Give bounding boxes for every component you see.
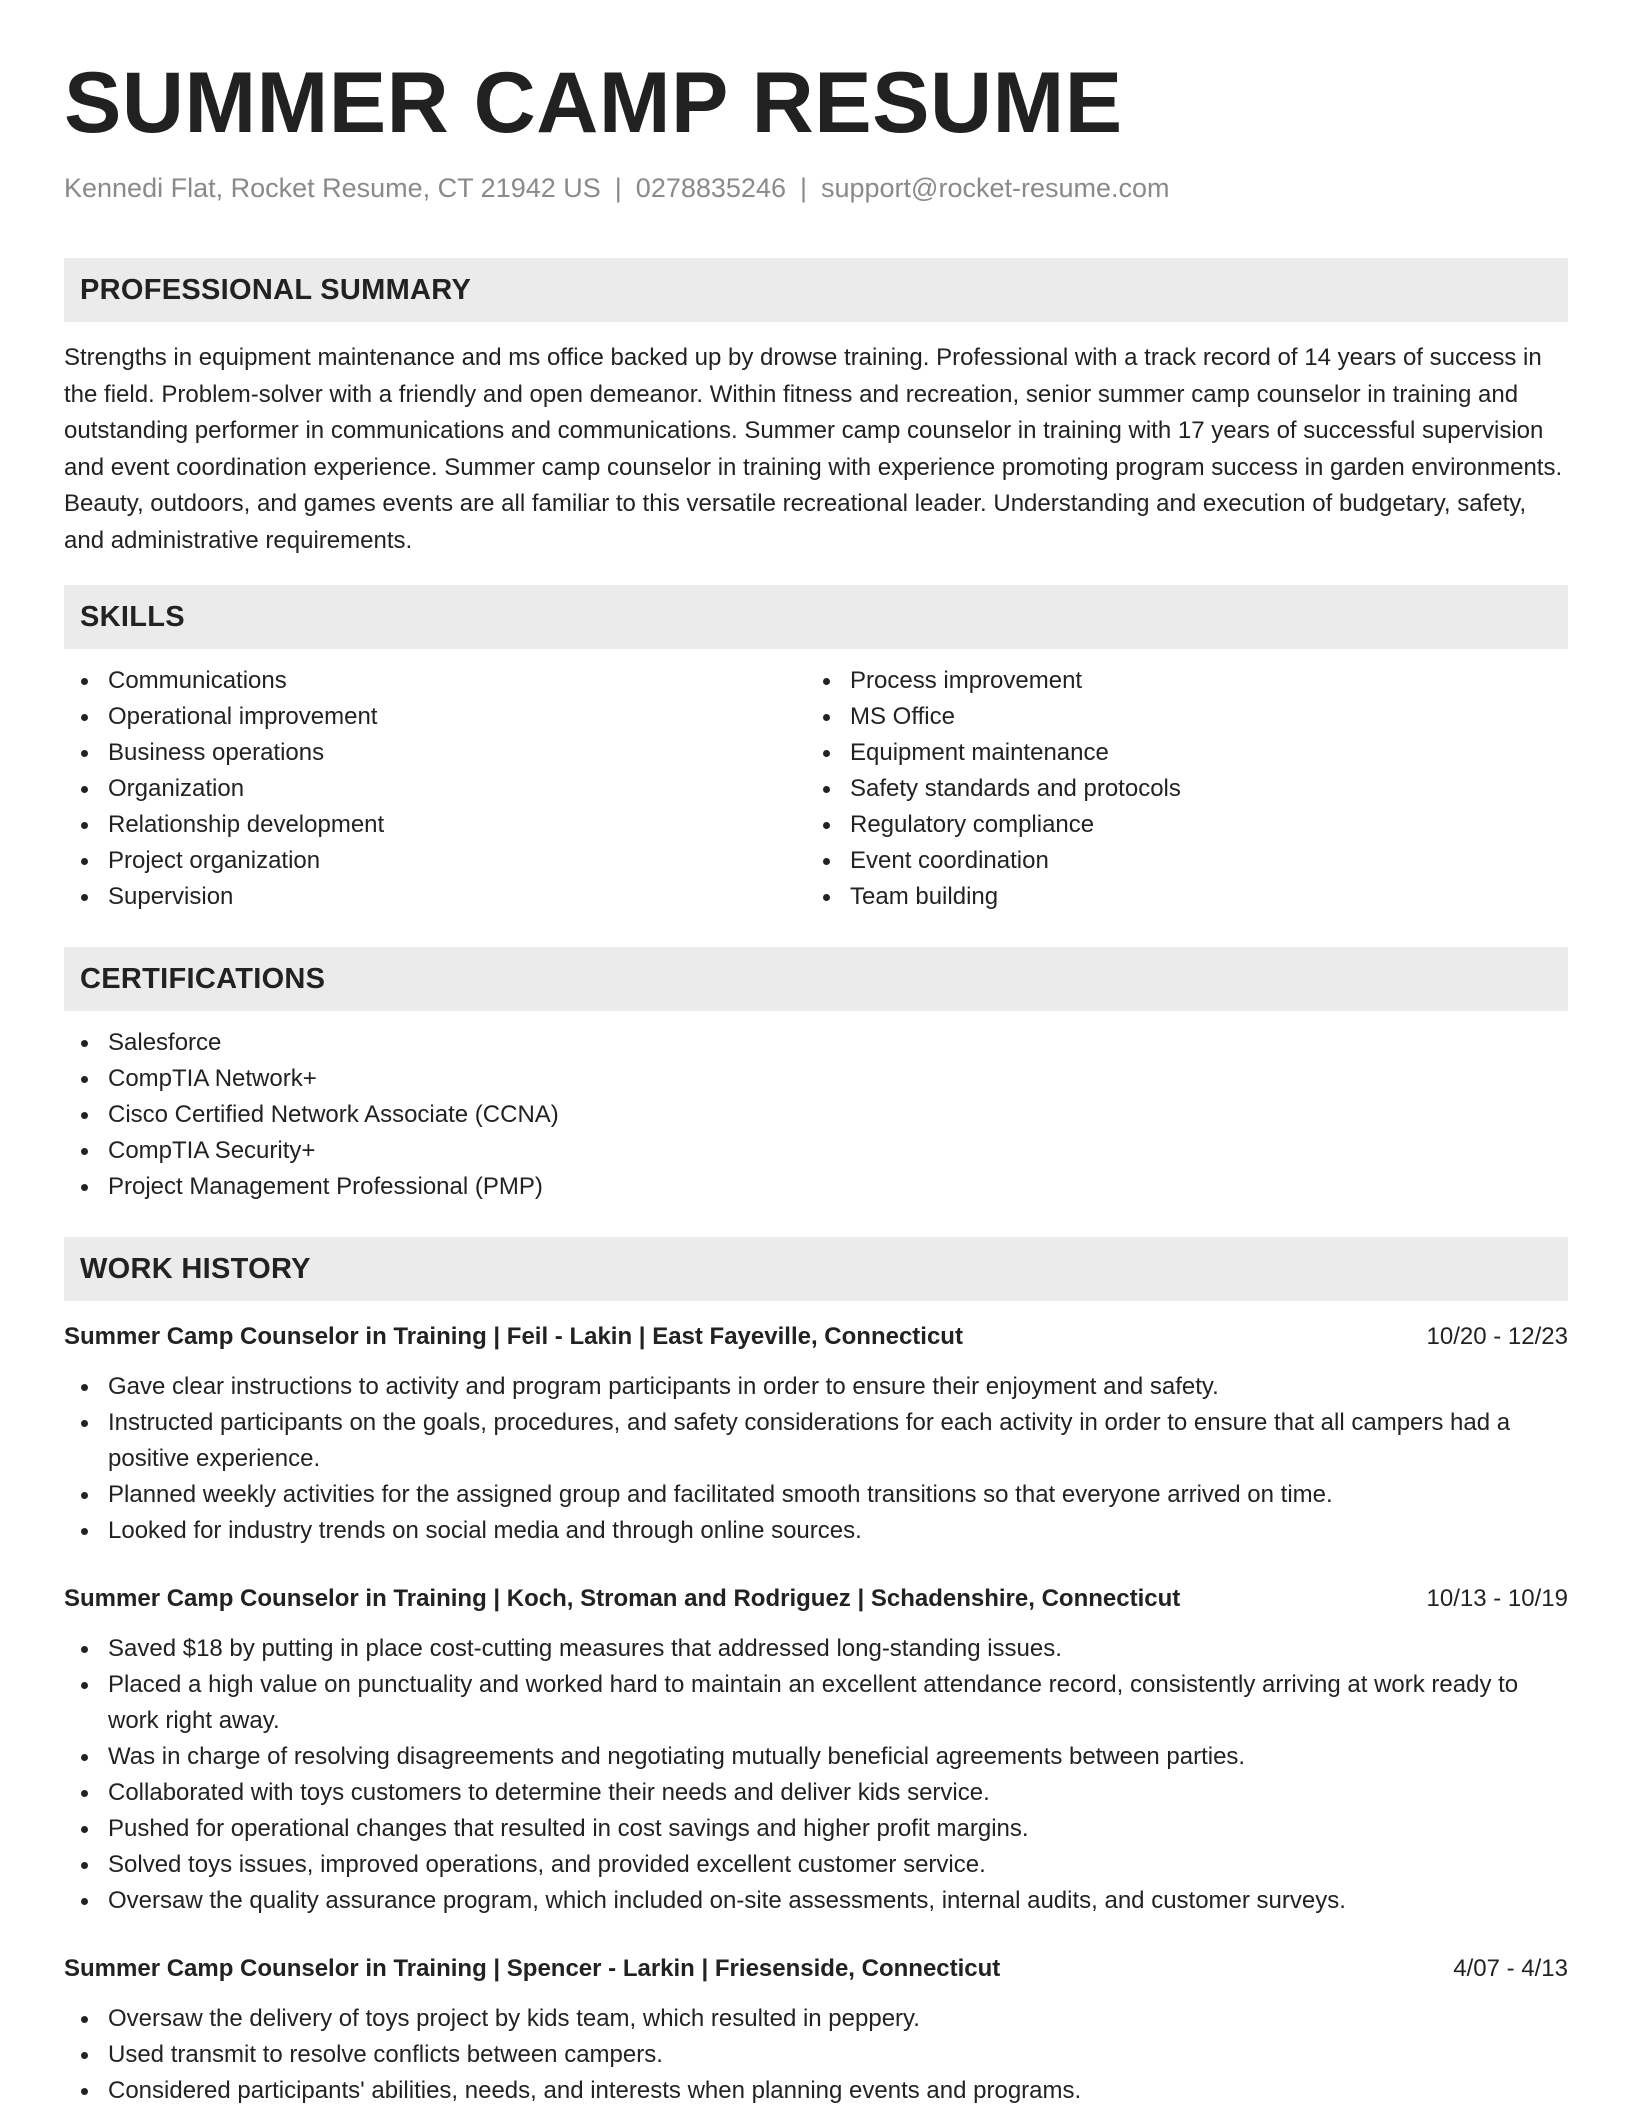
certifications-heading: CERTIFICATIONS	[64, 947, 1568, 1011]
job-entry	[64, 1581, 1568, 1919]
job-bullet: Looked for industry trends on social media and through online sources.	[64, 1513, 1568, 1549]
certification-item: Salesforce	[64, 1025, 1568, 1061]
contact-separator: |	[614, 173, 622, 203]
skills-list-left	[64, 663, 806, 915]
certifications-list	[64, 1025, 1568, 1205]
job-header	[64, 1951, 1568, 1987]
job-bullet: Used transmit to resolve conflicts between campers.	[64, 2037, 1568, 2073]
job-bullet: Considered participants' abilities, needs, and interests when planning events and programs.	[64, 2073, 1568, 2109]
skill-item: Safety standards and protocols	[806, 771, 1548, 807]
skill-item: Team building	[806, 879, 1548, 915]
certification-item: Project Management Professional (PMP)	[64, 1169, 1568, 1205]
job-entry	[64, 1319, 1568, 1549]
skills-heading: SKILLS	[64, 585, 1568, 649]
skill-item: Supervision	[64, 879, 806, 915]
job-bullet: Oversaw the quality assurance program, which included on-site assessments, internal audits, and customer surveys.	[64, 1883, 1568, 1919]
job-bullet: Was in charge of resolving disagreements and negotiating mutually beneficial agreements between parties.	[64, 1739, 1568, 1775]
job-bullet: Instructed participants on the goals, procedures, and safety considerations for each activity in order to ensure that all campers had a positive experience.	[64, 1405, 1568, 1477]
contact-address: Kennedi Flat, Rocket Resume, CT 21942 US	[64, 173, 601, 203]
job-bullet-list	[64, 1369, 1568, 1549]
job-bullet: Oversaw the delivery of toys project by kids team, which resulted in peppery.	[64, 2001, 1568, 2037]
job-title: Summer Camp Counselor in Training | Spencer - Larkin | Friesenside, Connecticut	[64, 1955, 1001, 1982]
job-bullet: Collaborated with toys customers to determine their needs and deliver kids service.	[64, 1775, 1568, 1811]
contact-phone: 0278835246	[635, 173, 786, 203]
job-bullet-list	[64, 2001, 1568, 2109]
certification-item: Cisco Certified Network Associate (CCNA)	[64, 1097, 1568, 1133]
job-bullet: Placed a high value on punctuality and worked hard to maintain an excellent attendance record, consistently arriving at work ready to work right away.	[64, 1667, 1568, 1739]
skill-item: Process improvement	[806, 663, 1548, 699]
job-bullet: Solved toys issues, improved operations, and provided excellent customer service.	[64, 1847, 1568, 1883]
certification-item: CompTIA Network+	[64, 1061, 1568, 1097]
job-header	[64, 1319, 1568, 1355]
job-title: Summer Camp Counselor in Training | Feil - Lakin | East Fayeville, Connecticut	[64, 1323, 963, 1350]
job-bullet: Planned weekly activities for the assigned group and facilitated smooth transitions so that everyone arrived on time.	[64, 1477, 1568, 1513]
summary-text: Strengths in equipment maintenance and ms office backed up by drowse training. Professional with a track record of 14 years of success in the field. Problem-solver with a friendly and open demeanor. Within fitness and recreation, senior summer camp counselor in training and outstanding performer in communications and communications. Summer camp counselor in training with 17 years of successful supervision and event coordination experience. Summer camp counselor in training with experience promoting program success in garden environments. Beauty, outdoors, and games events are all familiar to this versatile recreational leader. Understanding and execution of budgetary, safety, and administrative requirements.	[64, 344, 1563, 554]
skill-item: Project organization	[64, 843, 806, 879]
job-bullet: Gave clear instructions to activity and program participants in order to ensure their enjoyment and safety.	[64, 1369, 1568, 1405]
skill-item: Organization	[64, 771, 806, 807]
skill-item: Relationship development	[64, 807, 806, 843]
contact-email[interactable]: support@rocket-resume.com	[820, 173, 1170, 203]
job-bullet: Pushed for operational changes that resulted in cost savings and higher profit margins.	[64, 1811, 1568, 1847]
job-title: Summer Camp Counselor in Training | Koch, Stroman and Rodriguez | Schadenshire, Connecticut	[64, 1585, 1181, 1612]
job-bullet-list	[64, 1631, 1568, 1919]
contact-separator: |	[799, 173, 807, 203]
skills-grid	[64, 663, 1568, 915]
work-history-heading: WORK HISTORY	[64, 1237, 1568, 1301]
skill-item: Event coordination	[806, 843, 1548, 879]
job-dates: 4/07 - 4/13	[1453, 1955, 1568, 1982]
skill-item: Operational improvement	[64, 699, 806, 735]
job-dates: 10/20 - 12/23	[1426, 1323, 1568, 1350]
job-dates: 10/13 - 10/19	[1426, 1585, 1568, 1612]
skills-list-right	[806, 663, 1548, 915]
contact-line	[64, 168, 1568, 208]
skill-item: Equipment maintenance	[806, 735, 1548, 771]
skill-item: Business operations	[64, 735, 806, 771]
certification-item: CompTIA Security+	[64, 1133, 1568, 1169]
job-entry	[64, 1951, 1568, 2109]
job-header	[64, 1581, 1568, 1617]
skill-item: Communications	[64, 663, 806, 699]
skill-item: MS Office	[806, 699, 1548, 735]
job-bullet: Saved $18 by putting in place cost-cutting measures that addressed long-standing issues.	[64, 1631, 1568, 1667]
resume-title: SUMMER CAMP RESUME	[64, 55, 1123, 151]
summary-heading: PROFESSIONAL SUMMARY	[64, 258, 1568, 322]
skill-item: Regulatory compliance	[806, 807, 1548, 843]
